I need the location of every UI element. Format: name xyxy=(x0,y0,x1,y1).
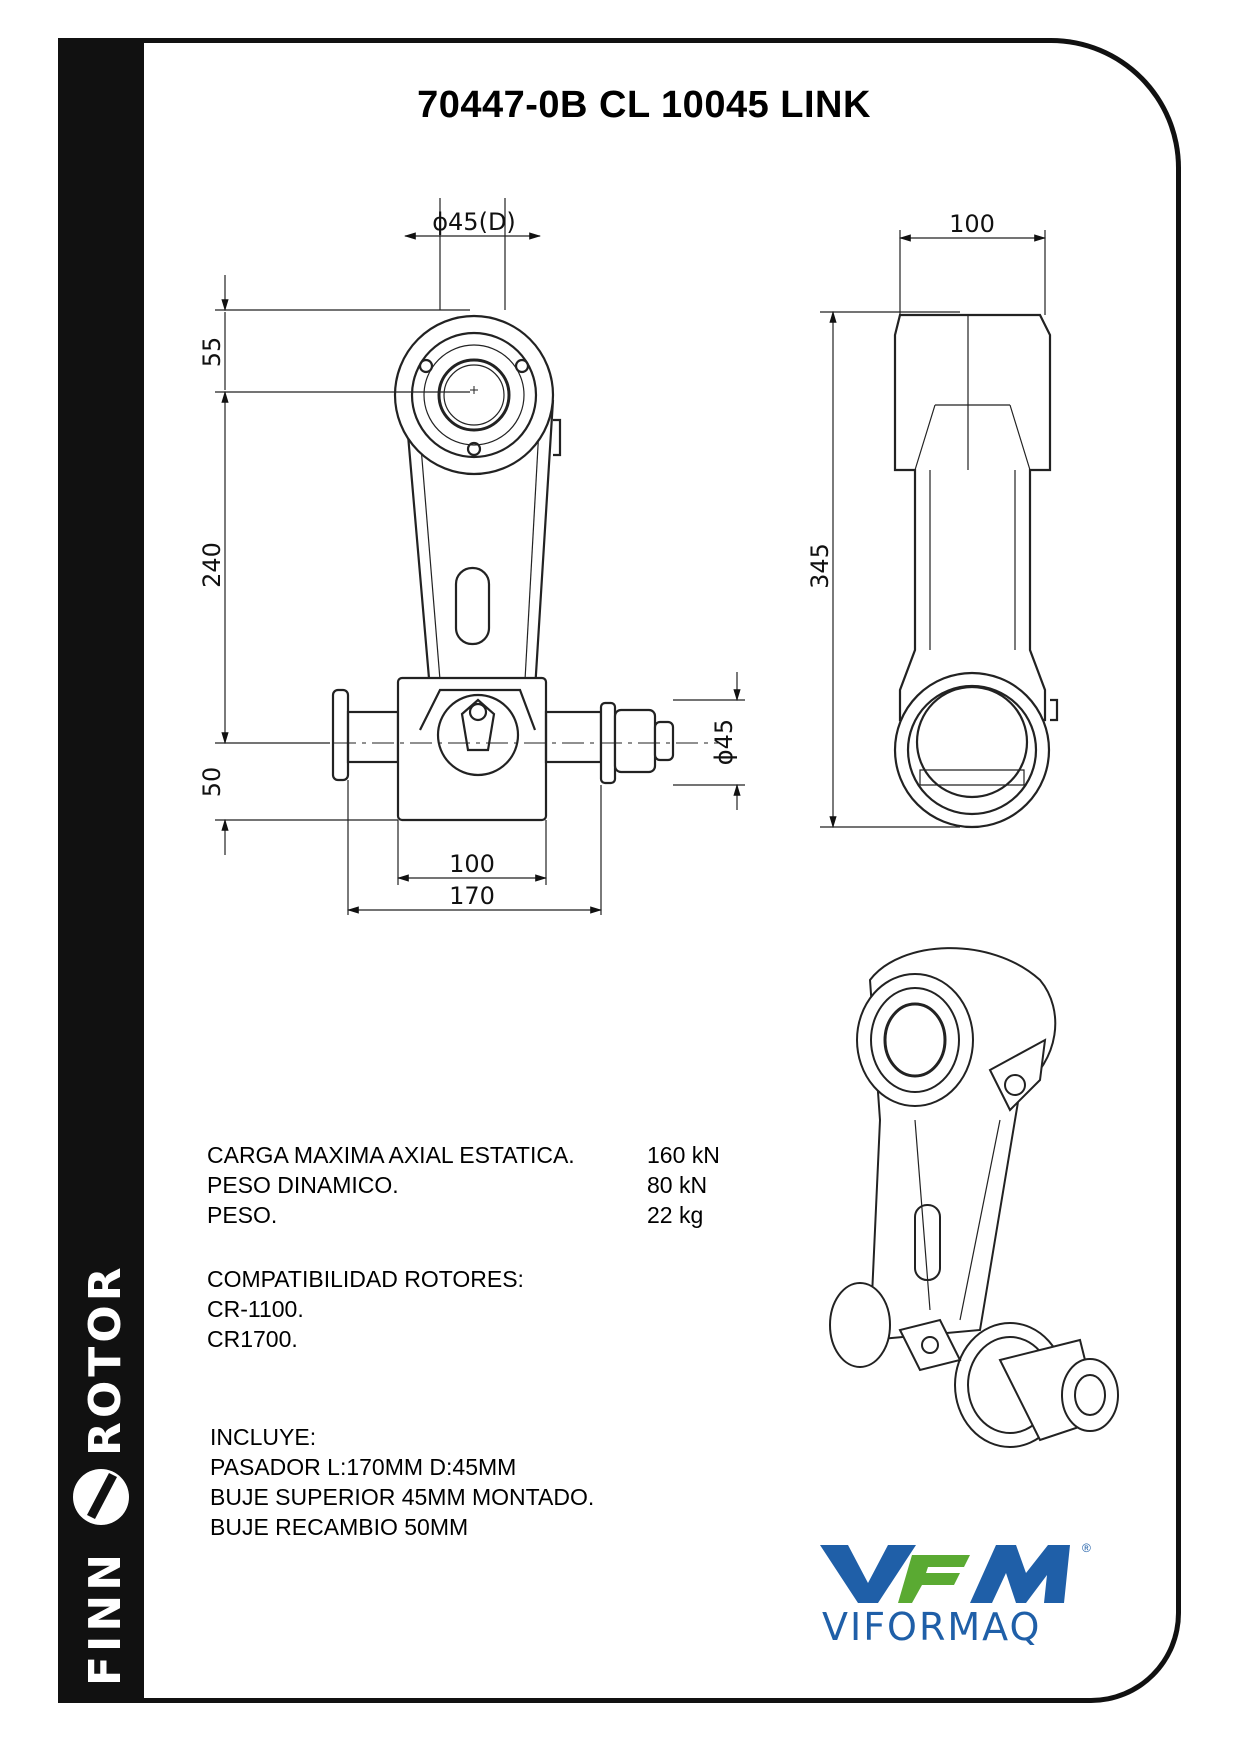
spec-value: 80 kN xyxy=(647,1172,708,1198)
dim-body-width: 100 xyxy=(449,850,495,878)
spec-row xyxy=(207,1170,720,1200)
viformaq-name: VIFORMAQ xyxy=(822,1605,1042,1649)
list-item: BUJE SUPERIOR 45MM MONTADO. xyxy=(210,1484,595,1510)
spec-label: PESO. xyxy=(207,1202,278,1228)
viformaq-logo xyxy=(820,1541,1100,1649)
dim-side-width: 100 xyxy=(949,210,995,238)
isometric-view xyxy=(830,948,1118,1447)
brand-rotor: ROTOR xyxy=(80,1263,131,1456)
dim-top-bore: ϕ45(D) xyxy=(432,208,516,236)
includes-block xyxy=(210,1422,594,1542)
side-view xyxy=(895,315,1057,827)
spec-value: 160 kN xyxy=(647,1142,720,1168)
dim-head-height: 55 xyxy=(198,336,226,368)
spec-label: PESO DINAMICO. xyxy=(207,1172,399,1198)
spec-row xyxy=(207,1140,720,1170)
specs-table xyxy=(207,1140,720,1230)
list-item: BUJE RECAMBIO 50MM xyxy=(210,1514,469,1540)
list-item: CR-1100. xyxy=(207,1296,304,1322)
dim-pin-length: 170 xyxy=(449,882,495,910)
compatibility-block xyxy=(207,1264,524,1354)
list-item: CR1700. xyxy=(207,1326,298,1352)
compatibility-heading: COMPATIBILIDAD ROTORES: xyxy=(207,1266,524,1292)
dim-pin-diameter: ϕ45 xyxy=(710,718,738,766)
includes-heading: INCLUYE: xyxy=(210,1424,317,1450)
spec-row xyxy=(207,1200,720,1230)
dim-bottom-height: 50 xyxy=(198,766,226,798)
dim-center-distance: 240 xyxy=(198,542,226,588)
spec-label: CARGA MAXIMA AXIAL ESTATICA. xyxy=(207,1142,575,1168)
list-item: PASADOR L:170MM D:45MM xyxy=(210,1454,517,1480)
page-title: 70447-0B CL 10045 LINK xyxy=(417,84,871,126)
registered-mark: ® xyxy=(1082,1541,1091,1555)
spec-value: 22 kg xyxy=(647,1202,704,1228)
dim-overall-height: 345 xyxy=(806,543,834,589)
brand-finn: FINN xyxy=(80,1549,131,1686)
